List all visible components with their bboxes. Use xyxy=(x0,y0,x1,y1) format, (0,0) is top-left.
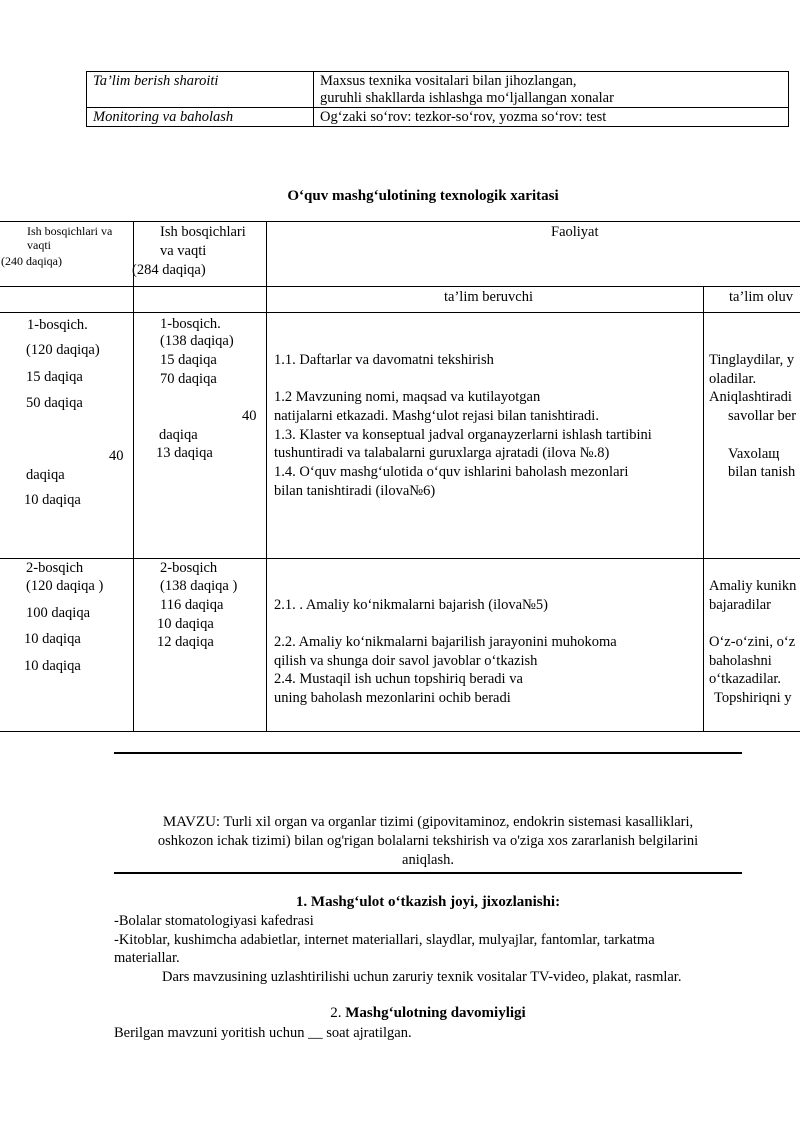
table-cell-key: Monitoring va baholash xyxy=(87,108,314,127)
table-cell-value xyxy=(314,72,789,108)
topic-line: aniqlash. xyxy=(402,852,454,868)
header-col2: (284 daqiqa) xyxy=(132,262,206,278)
student-activity: Tinglaydilar, y xyxy=(709,352,795,368)
table-border xyxy=(0,731,800,732)
section2-line: Berilgan mavzuni yoritish uchun __ soat ajratilgan. xyxy=(114,1025,412,1041)
technology-map-table xyxy=(0,221,800,732)
stage-cell: (120 daqiqa ) xyxy=(26,578,104,594)
header-col1: (240 daqiqa) xyxy=(1,254,62,268)
teacher-activity: 2.1. . Amaliy ko‘nikmalarni bajarish (ilova№5) xyxy=(274,597,548,613)
horizontal-rule xyxy=(114,872,742,874)
teacher-activity: tushuntiradi va talabalarni guruxlarga ajratadi (ilova №.8) xyxy=(274,445,610,461)
stage-cell: 15 daqiqa xyxy=(26,369,83,385)
stage-cell: 50 daqiqa xyxy=(26,395,83,411)
stage-cell: 1-bosqich. xyxy=(27,317,88,333)
stage-cell: 2-bosqich xyxy=(160,560,218,576)
table-border xyxy=(703,286,704,732)
student-activity: baholashni xyxy=(709,653,772,669)
stage-cell: (120 daqiqa) xyxy=(26,342,100,358)
stage-cell: 40 xyxy=(109,448,124,464)
stage-cell: 116 daqiqa xyxy=(160,597,224,613)
table-cell-value xyxy=(314,108,789,127)
teacher-activity: natijalarni etkazadi. Mashg‘ulot rejasi bilan tanishtiradi. xyxy=(274,408,599,424)
header-faoliyat: Faoliyat xyxy=(551,224,599,240)
section2-number: 2. xyxy=(330,1005,346,1021)
cell-line: guruhli shakllarda ishlashga mo‘ljallangan xonalar xyxy=(320,90,614,106)
table-border xyxy=(0,312,800,313)
stage-cell: (138 daqiqa) xyxy=(160,333,234,349)
teacher-activity: 2.4. Mustaqil ish uchun topshiriq beradi va xyxy=(274,671,523,687)
student-activity: oladilar. xyxy=(709,371,757,387)
horizontal-rule xyxy=(114,752,742,754)
student-activity: O‘z-o‘zini, o‘z xyxy=(709,634,796,650)
student-activity: bilan tanish xyxy=(728,464,796,480)
section1-line: materiallar. xyxy=(114,950,180,966)
teacher-activity: 1.3. Klaster va konseptual jadval organayzerlarni ishlash tartibini xyxy=(274,427,652,443)
section1-line: -Bolalar stomatologiyasi kafedrasi xyxy=(114,913,314,929)
subheader-student: ta’lim oluv xyxy=(729,289,794,305)
stage-cell: 10 daqiqa xyxy=(24,492,81,508)
student-activity: Vaxolaщ xyxy=(728,446,780,462)
stage-cell: 10 daqiqa xyxy=(157,616,214,632)
section1-line: -Kitoblar, kushimcha adabietlar, internet materiallari, slaydlar, mulyajlar, fantomlar, tarkatma xyxy=(114,932,655,948)
topic-block xyxy=(114,813,742,870)
teacher-activity: 1.2 Mavzuning nomi, maqsad va kutilayotgan xyxy=(274,389,541,405)
table-border xyxy=(133,221,134,732)
section1-title: 1. Mashg‘ulot o‘tkazish joyi, jixozlanishi: xyxy=(295,894,561,910)
stage-cell: 15 daqiqa xyxy=(160,352,217,368)
stage-cell: 13 daqiqa xyxy=(156,445,213,461)
section2-title xyxy=(114,1005,742,1022)
stage-cell: 2-bosqich xyxy=(26,560,84,576)
cell-line: Og‘zaki so‘rov: tezkor-so‘rov, yozma so‘rov: test xyxy=(320,109,607,125)
table-border xyxy=(0,286,800,287)
header-col2: va vaqti xyxy=(160,243,207,259)
stage-cell: 1-bosqich. xyxy=(160,316,221,332)
topic-line xyxy=(114,813,742,832)
teacher-activity: uning baholash mezonlarini ochib beradi xyxy=(274,690,511,706)
student-activity: savollar ber xyxy=(728,408,797,424)
stage-cell: daqiqa xyxy=(26,467,65,483)
header-col1: vaqti xyxy=(27,238,51,252)
table-border xyxy=(0,558,800,559)
table-border xyxy=(0,221,800,222)
student-activity: Topshiriqni y xyxy=(714,690,792,706)
section2-title-text: Mashg‘ulotning davomiyligi xyxy=(345,1005,526,1021)
student-activity: Aniqlashtiradi xyxy=(709,389,792,405)
map-title: O‘quv mashg‘ulotining texnologik xaritasi xyxy=(287,188,559,204)
stage-cell: 10 daqiqa xyxy=(24,631,81,647)
teacher-activity: 2.2. Amaliy ko‘nikmalarni bajarilish jarayonini muhokoma xyxy=(274,634,617,650)
topic-label: MAVZU: xyxy=(162,814,221,830)
student-activity: o‘tkazadilar. xyxy=(709,671,782,687)
header-col1: Ish bosqichlari va xyxy=(27,224,113,238)
stage-cell: 12 daqiqa xyxy=(157,634,214,650)
stage-cell: daqiqa xyxy=(159,427,198,443)
teacher-activity: bilan tanishtiradi (ilova№6) xyxy=(274,483,436,499)
section1-line: Dars mavzusining uzlashtirilishi uchun zaruriy texnik vositalar TV-video, plakat, rasmlar. xyxy=(162,969,682,985)
header-col2: Ish bosqichlari xyxy=(160,224,246,240)
teacher-activity: 1.1. Daftarlar va davomatni tekshirish xyxy=(274,352,494,368)
stage-cell: 10 daqiqa xyxy=(24,658,81,674)
cell-line: Maxsus texnika vositalari bilan jihozlangan, xyxy=(320,73,577,89)
teacher-activity: qilish va shunga doir savol javoblar o‘tkazish xyxy=(274,653,538,669)
table-border xyxy=(266,221,267,732)
conditions-table xyxy=(86,71,789,127)
stage-cell: 40 xyxy=(242,408,257,424)
subheader-teacher: ta’lim beruvchi xyxy=(444,289,533,305)
topic-line: oshkozon ichak tizimi) bilan og'rigan bolalarni tekshirish va o'ziga xos zararlanish belgilarini xyxy=(157,833,699,849)
teacher-activity: 1.4. O‘quv mashg‘ulotida o‘quv ishlarini baholash mezonlari xyxy=(274,464,629,480)
table-row xyxy=(87,72,789,108)
stage-cell: 100 daqiqa xyxy=(26,605,91,621)
topic-text: Turli xil organ va organlar tizimi (gipovitaminoz, endokrin sistemasi kasalliklari, xyxy=(220,814,694,830)
student-activity: Amaliy kunikn xyxy=(709,578,797,594)
table-cell-key: Ta’lim berish sharoiti xyxy=(87,72,314,108)
stage-cell: 70 daqiqa xyxy=(160,371,217,387)
table-row xyxy=(87,108,789,127)
student-activity: bajaradilar xyxy=(709,597,771,613)
stage-cell: (138 daqiqa ) xyxy=(160,578,238,594)
